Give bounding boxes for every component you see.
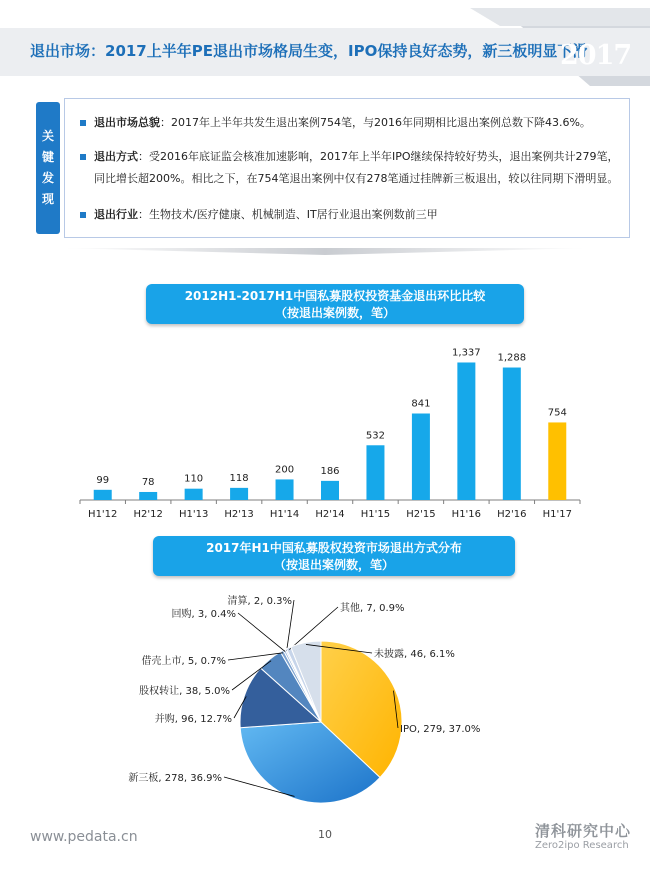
bar-value-label: 99 bbox=[96, 474, 110, 486]
pie-leader-line bbox=[287, 600, 294, 651]
bar bbox=[548, 422, 566, 500]
bar bbox=[185, 489, 203, 500]
pie-slice-label: 回购, 3, 0.4% bbox=[171, 609, 236, 620]
bar-chart-subtitle: （按退出案例数，笔） bbox=[274, 306, 395, 320]
key-finding-label: 退出方式 bbox=[94, 150, 138, 163]
pie-slice-label: 其他, 7, 0.9% bbox=[340, 603, 405, 614]
bar bbox=[94, 490, 112, 500]
bar-value-label: 841 bbox=[411, 398, 431, 410]
bar-value-label: 78 bbox=[141, 476, 155, 488]
bar-category-label: H2'13 bbox=[224, 509, 254, 520]
bar-value-label: 754 bbox=[547, 407, 567, 419]
pie-slice-label: 未披露, 46, 6.1% bbox=[374, 649, 455, 660]
bar-category-label: H2'14 bbox=[315, 509, 345, 520]
bar-chart bbox=[80, 347, 580, 520]
bar bbox=[412, 413, 430, 500]
key-finding-text: ：受2016年底证监会核准加速影响，2017年上半年IPO继续保持较好势头，退出案例共计279笔，同比增长超200%。相比之下，在754笔退出案例中仅有278笔通过挂牌新三板退出，较以往同期下滑明显。 bbox=[94, 150, 619, 185]
year-badge: 2017 bbox=[560, 40, 632, 71]
bar bbox=[366, 445, 384, 500]
bar-category-label: H1'17 bbox=[542, 509, 572, 520]
pie-slice-label: 股权转让, 38, 5.0% bbox=[139, 686, 230, 697]
bar-value-label: 118 bbox=[229, 472, 249, 484]
bar bbox=[276, 479, 294, 500]
bar-category-label: H1'12 bbox=[88, 509, 118, 520]
bar-category-label: H2'12 bbox=[133, 509, 163, 520]
key-finding-label: 退出市场总貌 bbox=[94, 116, 160, 129]
key-findings-tab-char: 键 bbox=[41, 150, 54, 164]
bar bbox=[321, 481, 339, 500]
bar-category-label: H1'15 bbox=[360, 509, 391, 520]
bar-category-label: H1'14 bbox=[269, 509, 300, 520]
bar-category-label: H2'15 bbox=[406, 509, 436, 520]
logo-cn-text: 清科研究中心 bbox=[535, 822, 632, 840]
pie-slice-label: 并购, 96, 12.7% bbox=[154, 714, 232, 725]
pie-slice-label: 新三板, 278, 36.9% bbox=[128, 773, 222, 784]
bar-value-label: 1,288 bbox=[497, 352, 527, 364]
bar-category-label: H2'16 bbox=[497, 509, 527, 520]
key-finding-text: ：2017年上半年共发生退出案例754笔，与2016年同期相比退出案例总数下降43.6%。 bbox=[160, 116, 591, 129]
key-finding-label: 退出行业 bbox=[94, 208, 138, 221]
key-findings-tab-char: 现 bbox=[41, 192, 54, 206]
pie-slice-label: IPO, 279, 37.0% bbox=[400, 724, 481, 735]
pie-chart bbox=[128, 594, 480, 803]
pie-chart-title: 2017年H1中国私募股权投资市场退出方式分布 bbox=[206, 541, 462, 555]
bar-value-label: 110 bbox=[184, 473, 204, 485]
pie-chart-subtitle: （按退出案例数，笔） bbox=[273, 558, 394, 572]
bar-chart-title: 2012H1-2017H1中国私募股权投资基金退出环比比较 bbox=[184, 289, 486, 303]
footer-logo bbox=[535, 820, 635, 851]
bar-value-label: 200 bbox=[274, 464, 295, 476]
bar-category-label: H1'16 bbox=[451, 509, 482, 520]
bar-category-label: H1'13 bbox=[178, 509, 209, 520]
bar-value-label: 1,337 bbox=[452, 347, 481, 359]
footer-url[interactable]: www.pedata.cn bbox=[30, 829, 138, 845]
bar-value-label: 186 bbox=[320, 465, 340, 477]
page-number: 10 bbox=[318, 828, 332, 841]
bar bbox=[230, 488, 248, 500]
key-findings-tab-char: 发 bbox=[41, 171, 54, 185]
page-title: 退出市场：2017上半年PE退出市场格局生变，IPO保持良好态势，新三板明显下滑 bbox=[30, 42, 588, 60]
bar bbox=[503, 368, 521, 500]
pie-slice-label: 清算, 2, 0.3% bbox=[227, 596, 292, 607]
pie-slice-label: 借壳上市, 5, 0.7% bbox=[141, 656, 226, 667]
key-finding-text: ：生物技术/医疗健康、机械制造、IT居行业退出案例数前三甲 bbox=[138, 208, 438, 221]
logo-en-text: Zero2ipo Research bbox=[535, 840, 629, 851]
bar-value-label: 532 bbox=[365, 430, 386, 442]
bar bbox=[139, 492, 157, 500]
pie-leader-line bbox=[238, 613, 285, 652]
key-findings-tab-char: 关 bbox=[41, 129, 54, 143]
bar bbox=[457, 362, 475, 500]
